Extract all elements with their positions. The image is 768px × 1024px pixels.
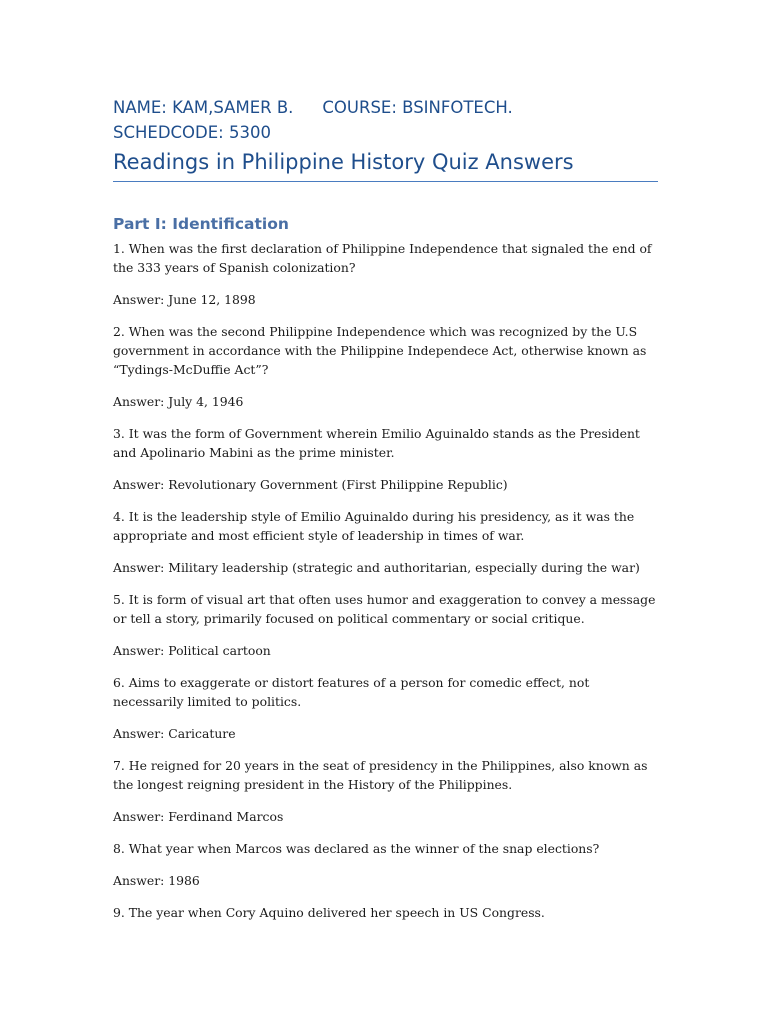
question-5: 5. It is form of visual art that often uses humor and exaggeration to convey a message or tell a story, primarily focused on political commentary or social critique. bbox=[113, 592, 656, 626]
answer-3: Answer: Revolutionary Government (First Philippine Republic) bbox=[113, 477, 508, 492]
answer-8: Answer: 1986 bbox=[113, 873, 200, 888]
question-7: 7. He reigned for 20 years in the seat of presidency in the Philippines, also known as the longest reigning president in the History of the Philippines. bbox=[113, 758, 648, 792]
answer-6: Answer: Caricature bbox=[113, 726, 236, 741]
question-6: 6. Aims to exaggerate or distort features of a person for comedic effect, not necessarily limited to politics. bbox=[113, 675, 590, 709]
student-course: COURSE: BSINFOTECH. bbox=[322, 98, 513, 117]
answer-4: Answer: Military leadership (strategic and authoritarian, especially during the war) bbox=[113, 560, 640, 575]
answer-2: Answer: July 4, 1946 bbox=[113, 394, 244, 409]
question-8: 8. What year when Marcos was declared as the winner of the snap elections? bbox=[113, 841, 600, 856]
document-title: Readings in Philippine History Quiz Answers bbox=[113, 147, 658, 182]
schedule-code: SCHEDCODE: 5300 bbox=[113, 123, 271, 142]
document-header bbox=[113, 95, 658, 182]
question-3: 3. It was the form of Government wherein Emilio Aguinaldo stands as the President and Apolinario Mabini as the prime minister. bbox=[113, 426, 640, 460]
question-4: 4. It is the leadership style of Emilio Aguinaldo during his presidency, as it was the appropriate and most efficient style of leadership in times of war. bbox=[113, 509, 635, 543]
document-body bbox=[113, 212, 658, 935]
question-1: 1. When was the first declaration of Philippine Independence that signaled the end of the 333 years of Spanish colonization? bbox=[113, 241, 652, 275]
student-info-line bbox=[113, 95, 658, 120]
question-9: 9. The year when Cory Aquino delivered her speech in US Congress. bbox=[113, 905, 545, 920]
question-2: 2. When was the second Philippine Independence which was recognized by the U.S government in accordance with the Philippine Independece Act, otherwise known as “Tydings-McDuffie Act”? bbox=[113, 324, 647, 377]
answer-7: Answer: Ferdinand Marcos bbox=[113, 809, 284, 824]
section-heading: Part I: Identification bbox=[113, 215, 289, 233]
student-name: NAME: KAM,SAMER B. bbox=[113, 98, 294, 117]
answer-5: Answer: Political cartoon bbox=[113, 643, 271, 658]
answer-1: Answer: June 12, 1898 bbox=[113, 292, 256, 307]
